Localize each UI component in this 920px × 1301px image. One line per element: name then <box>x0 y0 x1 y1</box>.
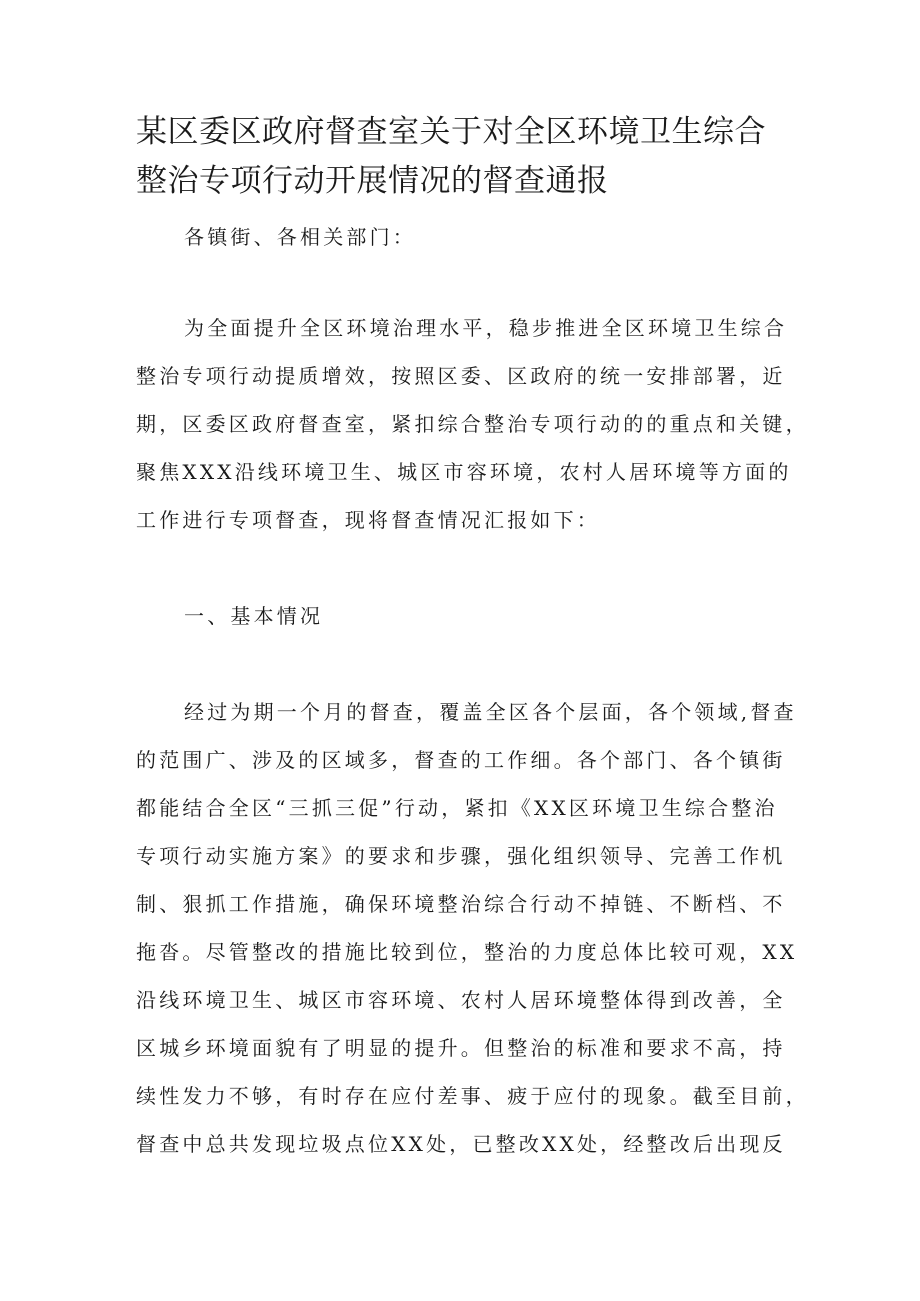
intro-line: 聚焦XXX沿线环境卫生、城区市容环境，农村人居环境等方面的 <box>136 460 792 484</box>
body-line: 拖沓。尽管整改的措施比较到位，整治的力度总体比较可观，XX <box>136 940 798 964</box>
body-line: 沿线环境卫生、城区市容环境、农村人居环境整体得到改善，全 <box>136 988 786 1012</box>
intro-line: 整治专项行动提质增效，按照区委、区政府的统一安排部署，近 <box>136 364 786 388</box>
section-heading: 一、基本情况 <box>184 604 324 628</box>
body-line: 制、狠抓工作措施，确保环境整治综合行动不掉链、不断档、不 <box>136 892 786 916</box>
body-line: 的范围广、涉及的区域多，督查的工作细。各个部门、各个镇街 <box>136 748 786 772</box>
body-line: 专项行动实施方案》的要求和步骤，强化组织领导、完善工作机 <box>136 844 786 868</box>
document-title <box>136 108 796 206</box>
body-line: 经过为期一个月的督查，覆盖全区各个层面，各个领域,督查 <box>184 700 797 724</box>
body-line: 督查中总共发现垃圾点位XX处，已整改XX处，经整改后出现反 <box>136 1132 786 1156</box>
intro-line: 为全面提升全区环境治理水平，稳步推进全区环境卫生综合 <box>184 316 788 340</box>
salutation: 各镇街、各相关部门： <box>184 225 416 249</box>
body-line: 续性发力不够，有时存在应付差事、疲于应付的现象。截至目前， <box>136 1084 809 1108</box>
title-line: 某区委区政府督查室关于对全区环境卫生综合 <box>136 114 766 150</box>
body-line: 都能结合全区“三抓三促”行动，紧扣《XX区环境卫生综合整治 <box>136 796 778 820</box>
body-line: 区城乡环境面貌有了明显的提升。但整治的标准和要求不高，持 <box>136 1036 786 1060</box>
intro-line: 工作进行专项督查，现将督查情况汇报如下： <box>136 508 600 532</box>
intro-line: 期，区委区政府督查室，紧扣综合整治专项行动的的重点和关键， <box>136 412 809 436</box>
title-line: 整治专项行动开展情况的督查通报 <box>136 163 609 199</box>
